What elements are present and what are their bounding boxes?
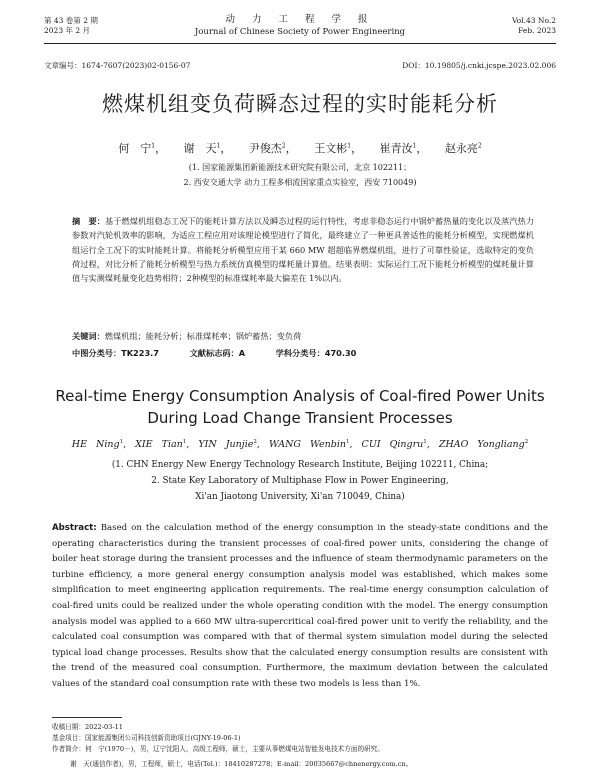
document-code: 文献标志码：A	[189, 348, 246, 358]
author-cn: 尹俊杰$^2$，	[248, 142, 297, 155]
footnote-funding: 基金项目：国家能源集团公司科技创新资助项目(GJNY-19-06-1)	[52, 734, 241, 742]
footnote-rule	[52, 717, 122, 718]
header-right	[512, 16, 556, 36]
keywords-cn	[72, 331, 534, 342]
date-en: Feb. 2023	[518, 26, 556, 35]
article-id-line	[44, 60, 556, 71]
abstract-cn-text: 基于燃煤机组稳态工况下的能耗计算方法以及瞬态过程的运行特性，考虑非稳态运行中锅炉蓄热量的变化以及蒸汽热力参数对汽轮机效率的影响，为适应工程应用对该理论模型进行了简化，最终建立了一种更具普适性的能耗分析模型，实现燃煤机组运行全工况下的实时能耗计算。将能耗分析模型应用于某 660 MW 超超临界燃煤机组，进行了可靠性验证，选取特定的变负荷过程，对比分析了能耗分析模型与热力系统仿真模型的煤耗量计算值。结果表明：实际运行工况下能耗分析模型的煤耗量计算值与实测煤耗量变化趋势相符；2种模型的标准煤耗率最大偏差在 1%以内。	[72, 216, 534, 284]
affiliation-en-3: Xi'an Jiaotong University, Xi'an 710049, China)	[195, 492, 405, 502]
abstract-en	[52, 521, 548, 693]
author-en: CUI Qingru$^1$,	[361, 439, 430, 451]
author-en: ZHAO Yongliang$^2$	[438, 439, 529, 451]
author-cn: 王文彬$^1$，	[314, 142, 363, 155]
header-center	[44, 14, 556, 38]
article-number: 文章编号：1674-7607(2023)02-0156-07	[44, 61, 191, 70]
author-en: HE Ning$^1$,	[71, 439, 127, 451]
authors-en	[0, 439, 600, 450]
author-cn: 何 宁$^1$，	[118, 142, 167, 155]
keywords-cn-text: 燃煤机组；能耗分析；标准煤耗率；锅炉蓄热；变负荷	[104, 331, 302, 341]
affiliation-en-2: 2. State Key Laboratory of Multiphase Flow in Power Engineering,	[151, 476, 449, 486]
authors-cn	[0, 140, 600, 156]
keywords-cn-label: 关键词：	[72, 331, 105, 341]
author-en: WANG Wenbin$^1$,	[268, 439, 353, 451]
classification-line	[72, 348, 384, 359]
author-cn: 赵永亮$^2$	[444, 142, 482, 155]
volume-cn: 第 43 卷第 2 期	[44, 16, 98, 25]
abstract-en-text: Based on the calculation method of the energy consumption in the steady-state conditions and the operating characteristics during the transient processes of coal-fired power units, considering the change of boiler heat storage during the transient processes and the influence of steam thermodynamic parameters on the turbine efficiency, a more general energy consumption analysis model was established, which makes some simplification to meet engineering application requirements. The real-time energy consumption calculation of coal-fired units could be realized under the whole operating condition with the model. The energy consumption analysis model was applied to a 660 MW ultra-supercritical coal-fired power unit to verify the reliability, and the calculated coal consumption was compared with that of thermal system simulation model during the selected typical load change processes. Results show that the calculated energy consumption results are consistent with the trend of the measured coal consumption. Furthermore, the maximum deviation between the calculated values of the standard coal consumption rate with these two models is less than 1%.	[52, 523, 548, 689]
header-rule	[44, 43, 556, 44]
abstract-en-label: Abstract:	[52, 523, 97, 533]
author-cn: 崔青汝$^1$，	[379, 142, 428, 155]
running-header	[44, 14, 556, 42]
footnote-corresponding: 谢 天(通信作者)，男，工程师，硕士，电话(Tel.)：18410287278；E-mail：20035667@chnenergy.com.cn。	[70, 760, 413, 768]
abstract-cn-label: 摘 要：	[72, 216, 106, 226]
title-cn: 燃煤机组变负荷瞬态过程的实时能耗分析	[102, 92, 498, 116]
affiliation-cn-2: 2. 西安交通大学 动力工程多相流国家重点实验室，西安 710049)	[183, 178, 417, 187]
title-en: Real-time Energy Consumption Analysis of Coal-fired Power Units During Load Change Transient Processes	[55, 387, 545, 427]
journal-name-cn: 动 力 工 程 学 报	[225, 14, 375, 25]
footnote-author-bio: 作者简介：何 宁(1970－)，男，辽宁沈阳人，高级工程师，硕士，主要从事燃煤电站智能发电技术方面的研究。	[52, 745, 384, 753]
footnote-received: 收稿日期：2022-03-11	[52, 723, 123, 731]
clc-number: 中图分类号：TK223.7	[72, 348, 159, 358]
subject-code: 学科分类号：470.30	[275, 348, 357, 358]
affiliation-en-1: (1. CHN Energy New Energy Technology Research Institute, Beijing 102211, China;	[111, 460, 489, 470]
author-cn: 谢 天$^1$，	[183, 142, 232, 155]
affiliation-cn-1: (1. 国家能源集团新能源技术研究院有限公司，北京 102211；	[188, 163, 412, 172]
abstract-cn	[72, 214, 534, 285]
author-en: YIN Junjie$^2$,	[198, 439, 260, 451]
doi: DOI：10.19805/j.cnki.jcspe.2023.02.006	[402, 61, 556, 70]
journal-name-en: Journal of Chinese Society of Power Engineering	[194, 27, 406, 37]
date-cn: 2023 年 2 月	[44, 26, 91, 35]
volume-en: Vol.43 No.2	[511, 16, 556, 25]
author-en: XIE Tian$^1$,	[135, 439, 190, 451]
